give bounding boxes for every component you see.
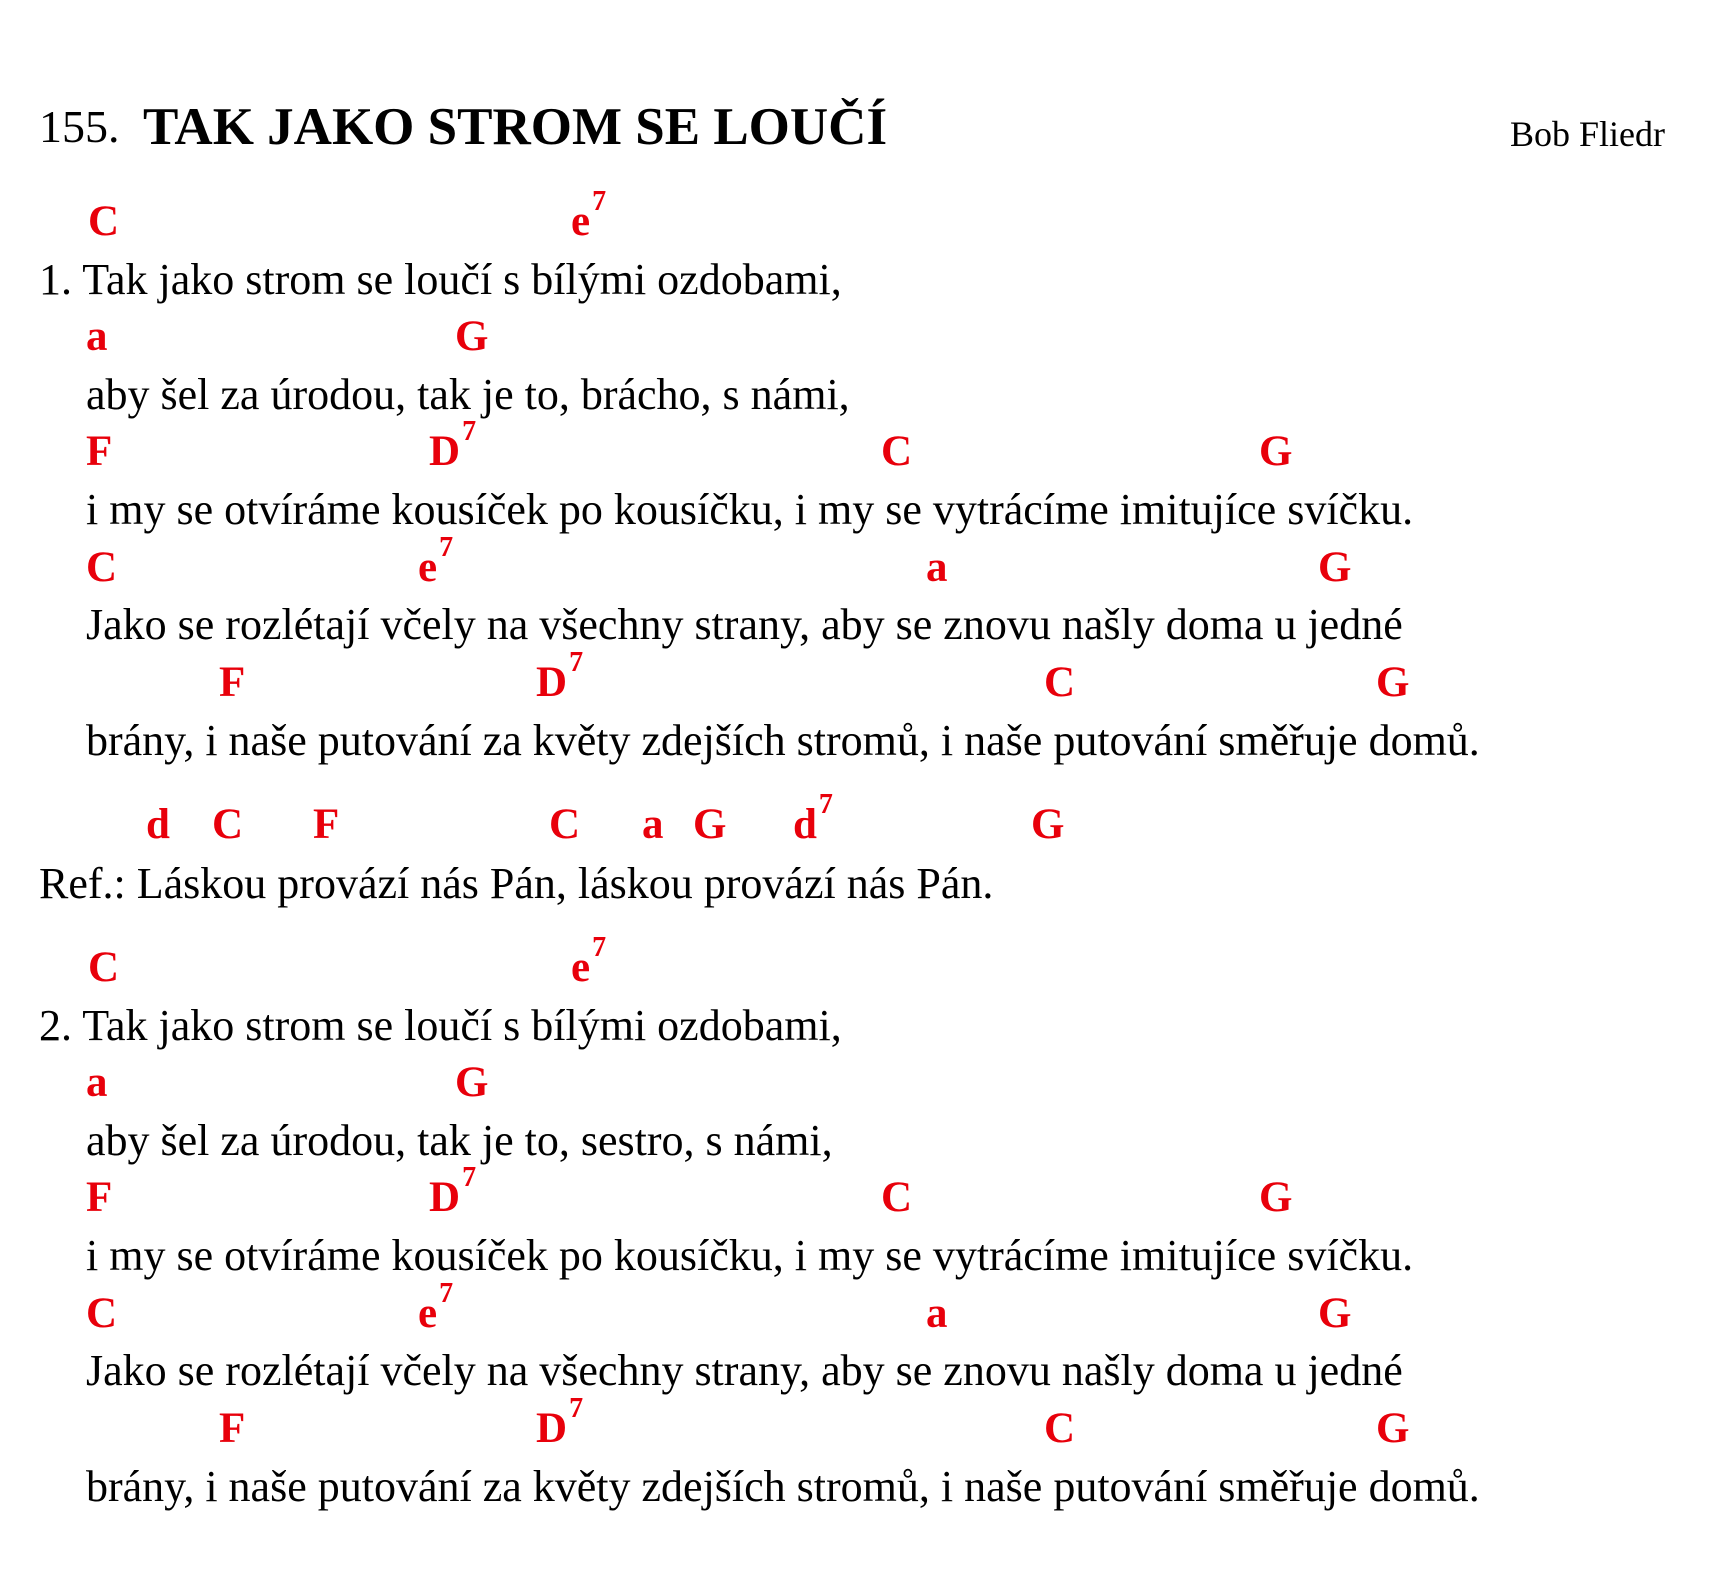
chord-root: a: [926, 1290, 948, 1337]
chord-extension: 7: [592, 186, 607, 217]
chord: [88, 946, 119, 989]
chord-extension: 7: [569, 647, 584, 678]
chord-root: G: [1259, 428, 1293, 475]
chord-root: D: [429, 1174, 461, 1221]
chord-root: a: [926, 544, 948, 591]
verse1-lyric-line: [86, 600, 1403, 649]
verse2-lyric-line: [86, 1462, 1480, 1511]
verse2-lyric-line: [86, 1231, 1414, 1280]
chord-root: d: [793, 801, 817, 848]
chord-root: D: [536, 659, 568, 706]
chord-root: G: [1376, 1405, 1410, 1452]
lyric-text: Jako se rozlétají včely na všechny strany, aby se znovu našly doma u jedné: [86, 600, 1403, 649]
chord: [693, 803, 726, 846]
line-label: Ref.:: [39, 859, 137, 908]
chord-extension: 7: [439, 1278, 454, 1309]
refrain-lyric-line: [39, 859, 994, 908]
chord: [86, 315, 108, 358]
verse2-lyric-line: [86, 1116, 833, 1165]
chord: [642, 803, 664, 846]
chord: [219, 661, 245, 704]
lyric-text: Jako se rozlétají včely na všechny strany, aby se znovu našly doma u jedné: [86, 1346, 1403, 1395]
lyric-text: i my se otvíráme kousíček po kousíčku, i my se vytrácíme imitujíce svíčku.: [86, 1231, 1414, 1280]
chord: [1318, 1292, 1351, 1335]
lyric-text: brány, i naše putování za květy zdejších stromů, i naše putování směřuje domů.: [86, 1462, 1480, 1511]
chord-root: C: [86, 1290, 118, 1337]
chord-root: G: [1259, 1174, 1293, 1221]
chord-extension: 7: [592, 932, 607, 963]
lyric-text: Láskou provází nás Pán, láskou provází nás Pán.: [136, 859, 994, 908]
chord: [455, 1061, 488, 1104]
chord: [1044, 661, 1075, 704]
chord-root: C: [86, 544, 118, 591]
chord-root: G: [1031, 801, 1065, 848]
chord-root: F: [313, 801, 340, 848]
chord-root: e: [418, 1290, 438, 1337]
chord: [881, 430, 912, 473]
chord: [429, 416, 477, 475]
chord-extension: 7: [569, 1393, 584, 1424]
chord-root: G: [455, 313, 489, 360]
chord: [1376, 1407, 1409, 1450]
chord: [536, 647, 584, 706]
chord: [1044, 1407, 1075, 1450]
chord-extension: 7: [462, 416, 477, 447]
chord-root: F: [86, 1174, 113, 1221]
chord: [313, 803, 339, 846]
chord-root: C: [212, 801, 244, 848]
chord-root: F: [86, 428, 113, 475]
song-author: Bob Fliedr: [1509, 114, 1665, 154]
chord: [455, 315, 488, 358]
chord-extension: 7: [439, 532, 454, 563]
chord: [418, 532, 454, 591]
chord: [926, 546, 948, 589]
chord: [571, 186, 607, 245]
verse1-lyric-line: [86, 485, 1414, 534]
chord: [549, 803, 580, 846]
chord: [1318, 546, 1351, 589]
chord-root: e: [418, 544, 438, 591]
song-number: 155.: [39, 101, 120, 152]
chord-root: e: [571, 198, 591, 245]
line-label: 1.: [39, 255, 83, 304]
chord: [86, 1292, 117, 1335]
verse1-lyric-line: [86, 370, 850, 419]
verse2-lyric-line: [86, 1346, 1403, 1395]
chord: [88, 200, 119, 243]
lyric-text: i my se otvíráme kousíček po kousíčku, i my se vytrácíme imitujíce svíčku.: [86, 485, 1414, 534]
chord-root: C: [881, 428, 913, 475]
chord-root: G: [1376, 659, 1410, 706]
chord: [86, 430, 112, 473]
chord: [86, 546, 117, 589]
chord-root: G: [693, 801, 727, 848]
chord: [793, 789, 833, 848]
chord-root: a: [642, 801, 664, 848]
chord: [1259, 430, 1292, 473]
chord-extension: 7: [462, 1162, 477, 1193]
chord-root: C: [1044, 659, 1076, 706]
chord-root: G: [1318, 544, 1352, 591]
chord-root: D: [429, 428, 461, 475]
chord: [926, 1292, 948, 1335]
verse1-lyric-line: [39, 255, 842, 304]
line-label: 2.: [39, 1001, 83, 1050]
lyric-text: aby šel za úrodou, tak je to, sestro, s námi,: [86, 1116, 833, 1165]
chord-root: G: [455, 1059, 489, 1106]
chord: [418, 1278, 454, 1337]
chord: [881, 1176, 912, 1219]
chord-root: C: [549, 801, 581, 848]
chord: [212, 803, 243, 846]
chord-root: C: [88, 198, 120, 245]
verse2-lyric-line: [39, 1001, 842, 1050]
verse1-lyric-line: [86, 716, 1480, 765]
chord-root: C: [881, 1174, 913, 1221]
chord-root: C: [1044, 1405, 1076, 1452]
lyric-text: brány, i naše putování za květy zdejších stromů, i naše putování směřuje domů.: [86, 716, 1480, 765]
lyric-text: Tak jako strom se loučí s bílými ozdobami,: [82, 255, 842, 304]
chord-root: C: [88, 944, 120, 991]
chord: [1376, 661, 1409, 704]
chord: [1031, 803, 1064, 846]
chord-root: a: [86, 313, 108, 360]
chord-root: F: [219, 659, 246, 706]
song-title: TAK JAKO STROM SE LOUČÍ: [143, 98, 888, 156]
chord-root: d: [146, 801, 170, 848]
chord: [571, 932, 607, 991]
chord-root: D: [536, 1405, 568, 1452]
chord-root: F: [219, 1405, 246, 1452]
chord: [536, 1393, 584, 1452]
lyric-text: aby šel za úrodou, tak je to, brácho, s námi,: [86, 370, 850, 419]
chord-root: e: [571, 944, 591, 991]
lyric-text: Tak jako strom se loučí s bílými ozdobami,: [82, 1001, 842, 1050]
chord: [86, 1061, 108, 1104]
chord-root: G: [1318, 1290, 1352, 1337]
chord: [219, 1407, 245, 1450]
chord: [146, 803, 170, 846]
chord: [429, 1162, 477, 1221]
chord: [86, 1176, 112, 1219]
chord-root: a: [86, 1059, 108, 1106]
chord-extension: 7: [818, 789, 833, 820]
chord: [1259, 1176, 1292, 1219]
